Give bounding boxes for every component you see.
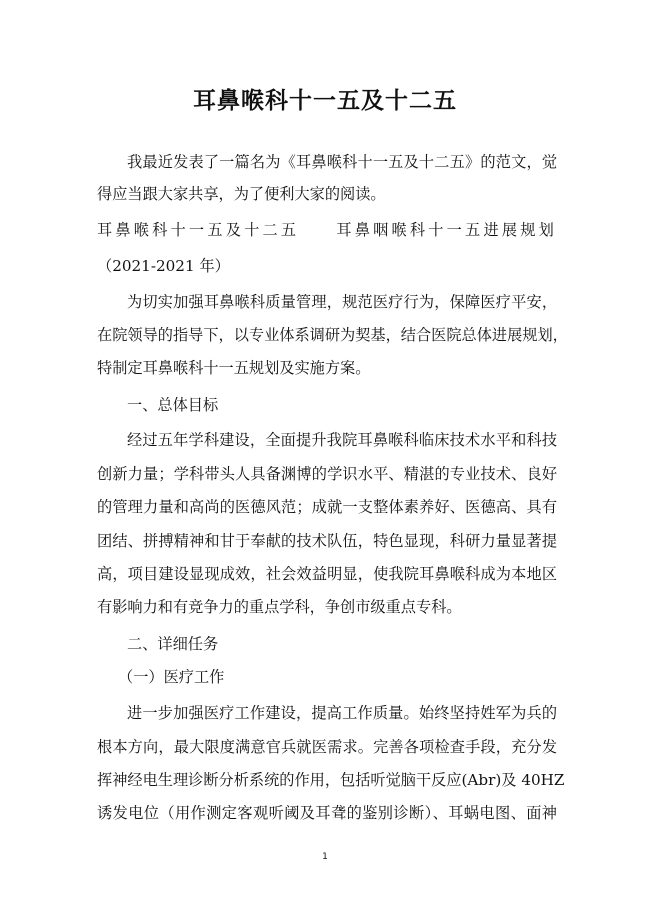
paragraph-line: 诱发电位（用作测定客观听阈及耳聋的鉴别诊断）、耳蜗电图、面神 xyxy=(97,804,557,822)
subheading-right: 耳鼻咽喉科十一五进展规划 xyxy=(336,221,557,239)
paragraph-line: 得应当跟大家共享，为了便利大家的阅读。 xyxy=(97,185,386,203)
years-line: （2021-2021 年） xyxy=(97,257,230,275)
paragraph-line: 在院领导的指导下，以专业体系调研为契基，结合医院总体进展规划， xyxy=(97,326,568,344)
paragraph-line: 创新力量；学科带头人具备渊博的学识水平、精湛的专业技术、良好 xyxy=(97,465,557,483)
paragraph-line: 根本方向，最大限度满意官兵就医需求。完善各项检查手段，充分发 xyxy=(97,738,557,756)
subheading-row xyxy=(97,220,557,240)
paragraph-line: 的管理力量和高尚的医德风范；成就一支整体素养好、医德高、具有 xyxy=(97,498,557,516)
section-heading: 一、总体目标 xyxy=(127,396,219,414)
paragraph-line: 挥神经电生理诊断分析系统的作用，包括听觉脑干反应(Abr)及 40HZ xyxy=(97,771,565,789)
page-number: 1 xyxy=(322,852,328,862)
paragraph-line: 我最近发表了一篇名为《耳鼻喉科十一五及十二五》的范文，觉 xyxy=(127,153,557,171)
paragraph-line: 为切实加强耳鼻喉科质量管理，规范医疗行为，保障医疗平安， xyxy=(127,293,557,311)
paragraph-line: 特制定耳鼻喉科十一五规划及实施方案。 xyxy=(97,359,371,377)
section-heading: 二、详细任务 xyxy=(127,635,219,653)
paragraph-line: 经过五年学科建设，全面提升我院耳鼻喉科临床技术水平和科技 xyxy=(127,431,557,449)
subsection-heading: （一）医疗工作 xyxy=(118,668,225,686)
paragraph-line: 高，项目建设显现成效，社会效益明显，使我院耳鼻喉科成为本地区 xyxy=(97,565,557,583)
paragraph-line: 团结、拼搏精神和甘于奉献的技术队伍，特色显现，科研力量显著提 xyxy=(97,532,557,550)
document-title: 耳鼻喉科十一五及十二五 xyxy=(193,88,457,114)
paragraph-line: 进一步加强医疗工作建设，提高工作质量。始终坚持姓军为兵的 xyxy=(127,704,557,722)
subheading-left: 耳鼻喉科十一五及十二五 xyxy=(97,221,300,239)
paragraph-line: 有影响力和有竞争力的重点学科，争创市级重点专科。 xyxy=(97,598,462,616)
